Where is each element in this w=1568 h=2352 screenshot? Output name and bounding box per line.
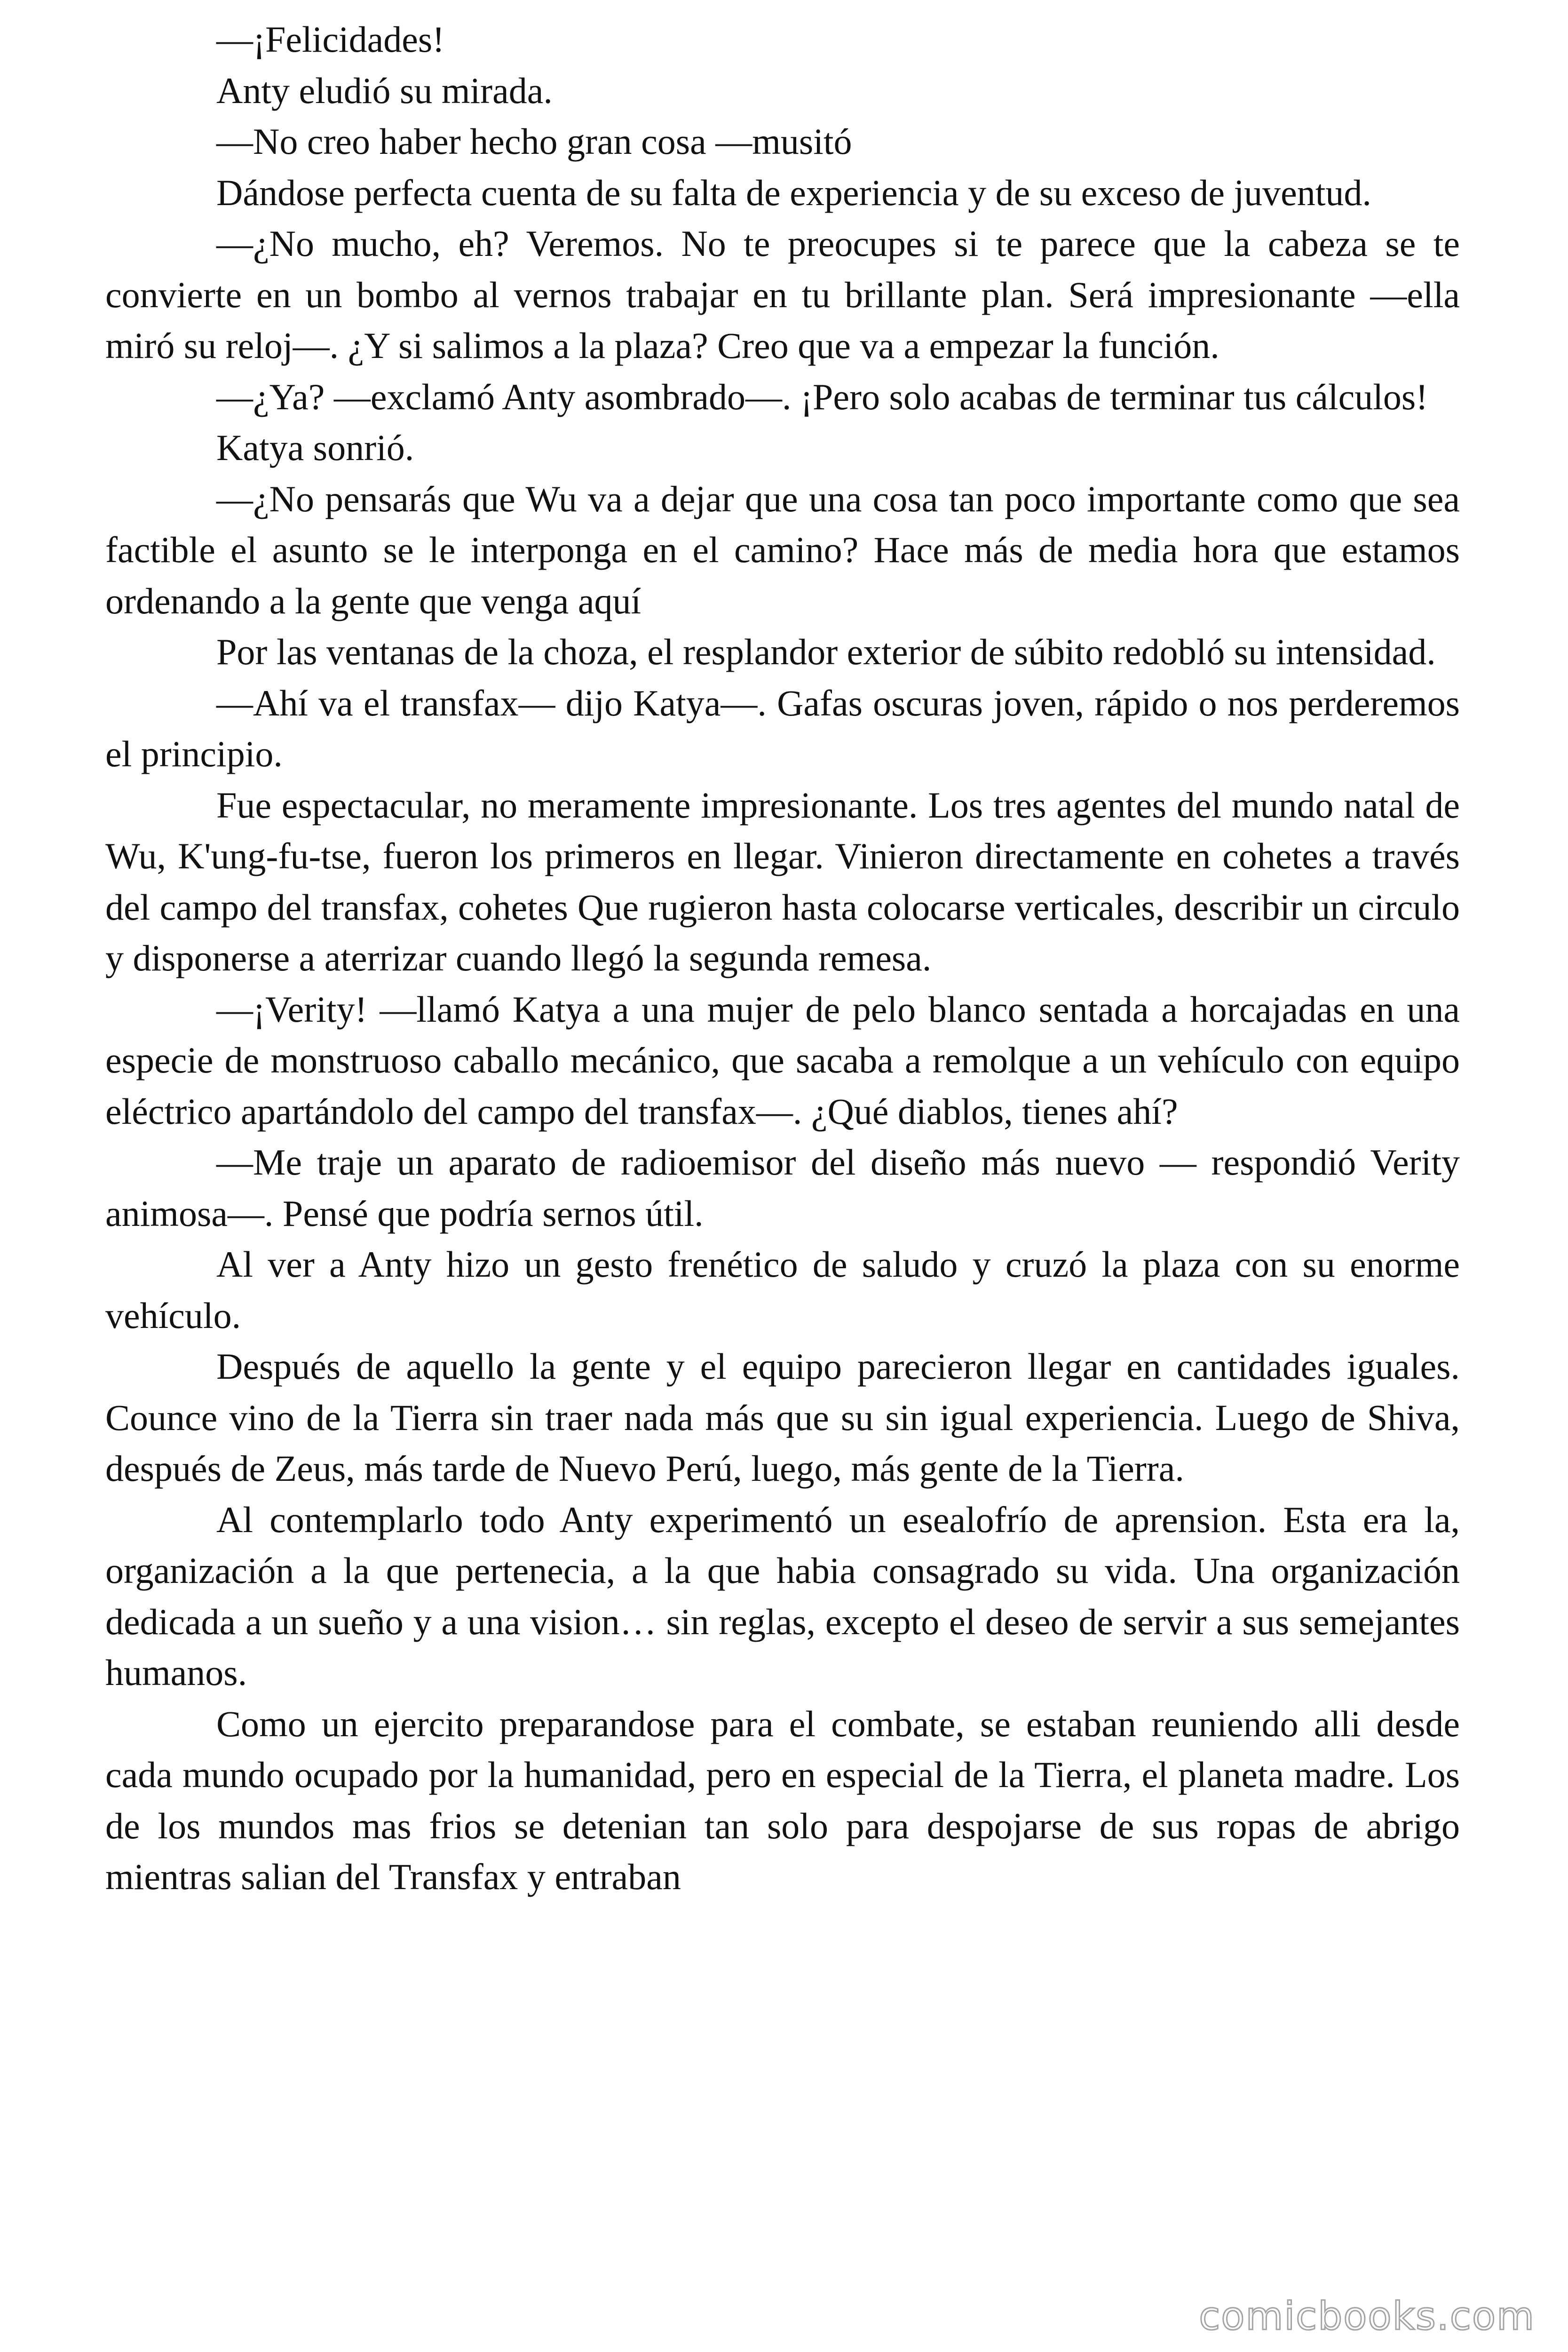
paragraph: Por las ventanas de la choza, el resplandor exterior de súbito redobló su intensidad. — [216, 631, 1436, 672]
paragraph: Al ver a Anty hizo un gesto frenético de saludo y cruzó la plaza con su enorme vehículo. — [105, 1244, 1460, 1336]
paragraph: Dándose perfecta cuenta de su falta de experiencia y de su exceso de juventud. — [216, 172, 1371, 213]
paragraph: —¿Ya? —exclamó Anty asombrado—. ¡Pero solo acabas de terminar tus cálculos! — [216, 376, 1428, 417]
paragraph: —¡Felicidades! — [216, 19, 445, 60]
page-text — [105, 14, 1460, 1903]
paragraph: —¿No mucho, eh? Veremos. No te preocupes si te parece que la cabeza se te convierte en un bombo al vernos trabajar en tu brillante plan. Será impresionante —ella miró su reloj—. ¿Y si salimos a la plaza? Creo que va a empezar la función. — [105, 223, 1460, 366]
paragraph: Anty eludió su mirada. — [216, 70, 553, 111]
paragraph: —¡Verity! —llamó Katya a una mujer de pelo blanco sentada a horcajadas en una especie de monstruoso caballo mecánico, que sacaba a remolque a un vehículo con equipo eléctrico apartándolo del campo del transfax—. ¿Qué diablos, tienes ahí? — [105, 988, 1460, 1132]
paragraph: Después de aquello la gente y el equipo parecieron llegar en cantidades iguales. Counce vino de la Tierra sin traer nada más que su sin igual experiencia. Luego de Shiva, después de Zeus, más tarde de Nuevo Perú, luego, más gente de la Tierra. — [105, 1346, 1460, 1489]
watermark: comicbooks.com — [1199, 2294, 1535, 2339]
paragraph: —¿No pensarás que Wu va a dejar que una cosa tan poco importante como que sea factible el asunto se le interponga en el camino? Hace más de media hora que estamos ordenando a la gente que venga aquí — [105, 478, 1460, 621]
paragraph: —Me traje un aparato de radioemisor del diseño más nuevo — respondió Verity animosa—. Pensé que podría sernos útil. — [105, 1142, 1460, 1234]
paragraph: Katya sonrió. — [216, 427, 414, 468]
paragraph: —Ahí va el transfax— dijo Katya—. Gafas oscuras joven, rápido o nos perderemos el principio. — [105, 682, 1460, 774]
paragraph: —No creo haber hecho gran cosa —musitó — [216, 121, 852, 162]
paragraph: Como un ejercito preparandose para el combate, se estaban reuniendo alli desde cada mundo ocupado por la humanidad, pero en especial de la Tierra, el planeta madre. Los de los mundos mas frios se detenian tan solo para despojarse de sus ropas de abrigo mientras salian del Transfax y entraban — [105, 1703, 1460, 1897]
paragraph: Al contemplarlo todo Anty experimentó un esealofrío de aprension. Esta era la, organización a la que pertenecia, a la que habia consagrado su vida. Una organización dedicada a un sueño y a una vision… sin reglas, excepto el deseo de servir a sus semejantes humanos. — [105, 1499, 1460, 1693]
paragraph: Fue espectacular, no meramente impresionante. Los tres agentes del mundo natal de Wu, K'ung-fu-tse, fueron los primeros en llegar. Vinieron directamente en cohetes a través del campo del transfax, cohetes Que rugieron hasta colocarse verticales, describir un circulo y disponerse a aterrizar cuando llegó la segunda remesa. — [105, 784, 1460, 978]
